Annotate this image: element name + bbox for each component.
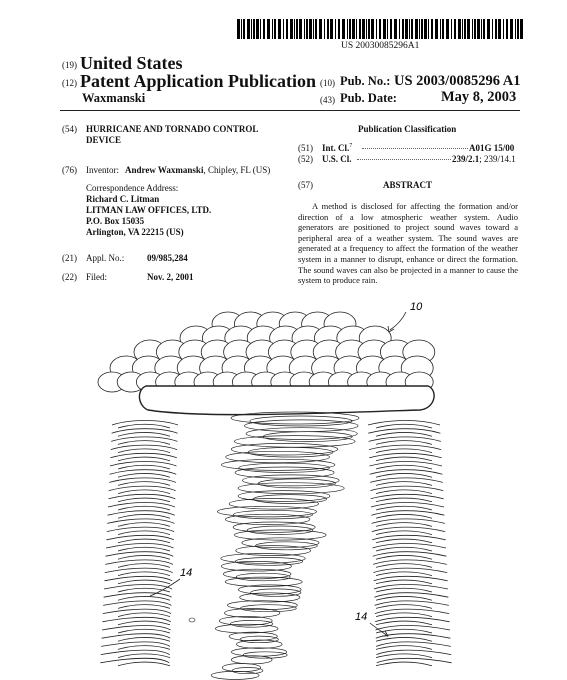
int-cl-leader [362, 148, 468, 149]
cloud-bumps [98, 312, 435, 392]
int-cl-label [322, 143, 352, 153]
title-line-1: HURRICANE AND TORNADO CONTROL [86, 124, 259, 134]
abstract-heading: ABSTRACT [383, 180, 433, 190]
us-cl-leader [357, 159, 451, 160]
debris-mark [189, 618, 195, 622]
code-10: (10) [320, 78, 335, 88]
leader-line-cloud [390, 312, 406, 330]
inventor [125, 165, 270, 175]
pub-no: US 2003/0085296 A1 [394, 73, 521, 89]
barcode [237, 19, 524, 39]
correspondence-city: Arlington, VA 22215 (US) [86, 227, 184, 237]
country-name: United States [80, 53, 183, 73]
int-cl-label-text: Int. Cl. [322, 143, 350, 153]
code-52: (52) [298, 154, 313, 164]
correspondence-firm: LITMAN LAW OFFICES, LTD. [86, 205, 212, 215]
correspondence-label: Correspondence Address: [86, 183, 179, 193]
sound-waves-left [100, 421, 178, 666]
correspondence-name: Richard C. Litman [86, 194, 160, 204]
code-51: (51) [298, 143, 313, 153]
filed-date: Nov. 2, 2001 [147, 272, 194, 282]
int-cl-edition: 7 [349, 143, 353, 149]
appl-no-label: Appl. No.: [86, 253, 125, 263]
inventor-name: Andrew Waxmanski [125, 165, 204, 175]
inventor-short-name: Waxmanski [82, 91, 146, 105]
code-21: (21) [62, 253, 77, 263]
ref-numeral-cloud: 10 [410, 301, 423, 313]
correspondence-po-box: P.O. Box 15035 [86, 216, 145, 226]
us-cl-value: 239/2.1 [452, 154, 480, 164]
title-line-2: DEVICE [86, 135, 122, 145]
cloud-base [139, 386, 434, 415]
us-cl-extra: ; 239/14.1 [479, 154, 516, 164]
header-rule [60, 110, 520, 111]
us-cl-label: U.S. Cl. [322, 154, 352, 164]
filed-label: Filed: [86, 272, 108, 282]
us-cl [452, 154, 516, 164]
classification-heading: Publication Classification [358, 124, 457, 134]
code-76: (76) [62, 165, 77, 175]
leader-line-right [370, 623, 388, 636]
ref-numeral-left-waves: 14 [180, 567, 193, 579]
inventor-location: , Chipley, FL (US) [203, 165, 271, 175]
pub-date: May 8, 2003 [441, 89, 517, 105]
ref-numeral-right-waves: 14 [355, 611, 368, 623]
code-22: (22) [62, 272, 77, 282]
code-19: (19) [62, 60, 77, 70]
abstract-text: A method is disclosed for affecting the formation and/or direction of a low atmospheric weather system. Audio generators are positioned to project sound waves toward a peripheral area of a weather system. The sound waves are generated at a frequency to affect the formation of the weather system in a manner to disrupt, enhance or direct the formation. The sound waves can also be projected in a manner to cause the system to produce rain. [298, 201, 518, 286]
sound-waves-right [368, 421, 452, 666]
code-54: (54) [62, 124, 77, 134]
code-43: (43) [320, 95, 335, 105]
inventor-label: Inventor: [86, 165, 119, 175]
code-57: (57) [298, 180, 313, 190]
int-cl-value: A01G 15/00 [469, 143, 515, 153]
code-12: (12) [62, 78, 77, 88]
pub-date-label: Pub. Date: [340, 91, 397, 105]
tornado-rings [211, 412, 359, 679]
publication-type: Patent Application Publication [80, 71, 317, 91]
pub-no-label: Pub. No.: [340, 74, 391, 88]
appl-no: 09/985,284 [147, 253, 188, 263]
barcode-number: US 20030085296A1 [341, 41, 420, 51]
patent-figure [0, 290, 567, 680]
